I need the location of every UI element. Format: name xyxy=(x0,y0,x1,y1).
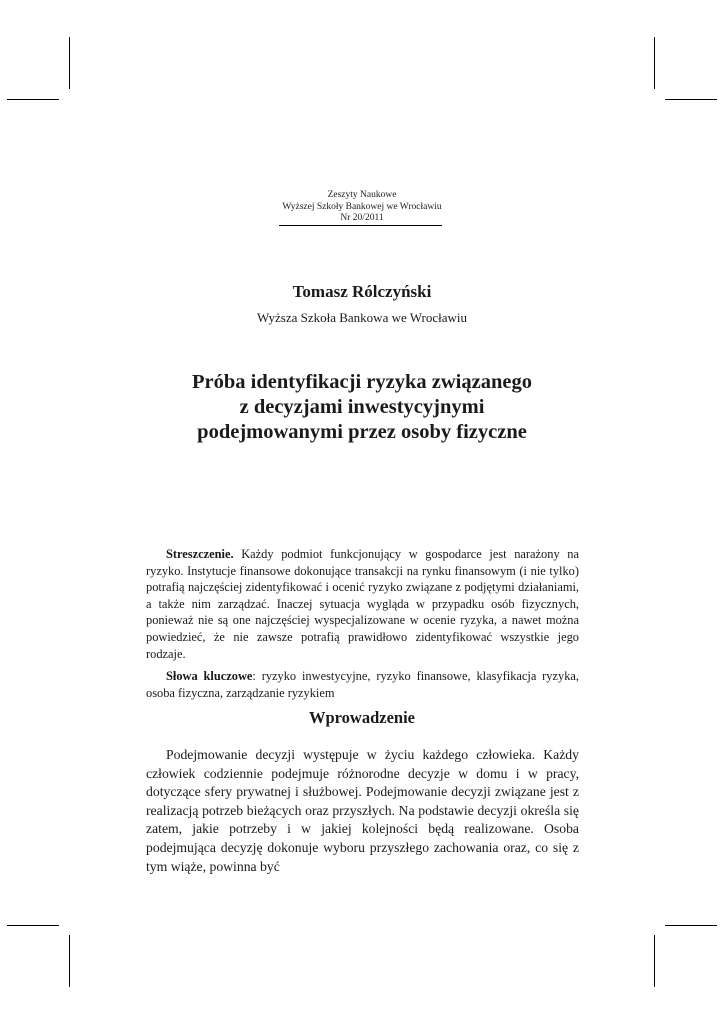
crop-mark-bottom-right-vertical xyxy=(654,935,655,987)
journal-issue: Nr 20/2011 xyxy=(340,213,384,223)
keywords-text: : ryzyko inwestycyjne, ryzyko finansowe, klasyfikacja ryzyka, osoba fizyczna, zarządzanie ryzykiem xyxy=(146,669,579,700)
journal-publisher: Wyższej Szkoły Bankowej we Wrocławiu xyxy=(282,201,442,212)
title-line-2: z decyzjami inwestycyjnymi xyxy=(239,396,485,418)
section-heading: Wprowadzenie xyxy=(308,708,416,727)
body-paragraph: Podejmowanie decyzji występuje w życiu każdego człowieka. Każdy człowiek codziennie podejmuje różnorodne decyzje w domu i w pracy, dotyczące sfery prywatnej i służbowej. Podejmowanie decyzji związane jest z realizacją potrzeb bieżących oraz przyszłych. Na podstawie decyzji określa się zatem, jakie potrzeby i w jakiej kolejności będą realizowane. Osoba podejmująca decyzję dokonuje wyboru przyszłego zachowania oraz, co się z tym wiąże, powinna być xyxy=(146,747,579,874)
crop-mark-top-left-horizontal xyxy=(7,99,59,100)
journal-header xyxy=(0,190,724,225)
journal-divider xyxy=(279,225,442,226)
paper-title xyxy=(0,370,724,445)
keywords-label: Słowa kluczowe xyxy=(166,669,253,684)
author-name: Tomasz Rólczyński xyxy=(292,282,432,301)
crop-mark-top-right-vertical xyxy=(654,37,655,89)
abstract-text: Każdy podmiot funkcjonujący w gospodarce jest narażony na ryzyko. Instytucje finansowe dokonujące transakcji na rynku finansowym (i nie tylko) potrafią najczęściej zidentyfikować i ocenić ryzyko związane z podjętymi działaniami, a także nim zarządzać. Inaczej sytuacja wygląda w przypadku osób fizycznych, ponieważ nie są one najczęściej wyspecjalizowane w ocenie ryzyka, a nawet można powiedzieć, że nie zawsze potrafią prawidłowo zidentyfikować wszystkie jego rodzaje. xyxy=(146,547,579,661)
author-affiliation: Wyższa Szkoła Bankowa we Wrocławiu xyxy=(257,310,467,325)
abstract-paragraph xyxy=(146,546,579,662)
crop-mark-bottom-right-horizontal xyxy=(665,925,717,926)
keywords-paragraph xyxy=(146,668,579,701)
crop-mark-top-left-vertical xyxy=(69,37,70,89)
title-line-3: podejmowanymi przez osoby fizyczne xyxy=(197,421,527,443)
journal-name: Zeszyty Naukowe xyxy=(327,190,397,200)
abstract-block xyxy=(146,546,579,701)
body-text xyxy=(146,746,579,876)
title-line-1: Próba identyfikacji ryzyka związanego xyxy=(192,371,532,393)
crop-mark-top-right-horizontal xyxy=(665,99,717,100)
abstract-label: Streszczenie. xyxy=(166,547,234,561)
crop-mark-bottom-left-horizontal xyxy=(7,925,59,926)
crop-mark-bottom-left-vertical xyxy=(69,935,70,987)
